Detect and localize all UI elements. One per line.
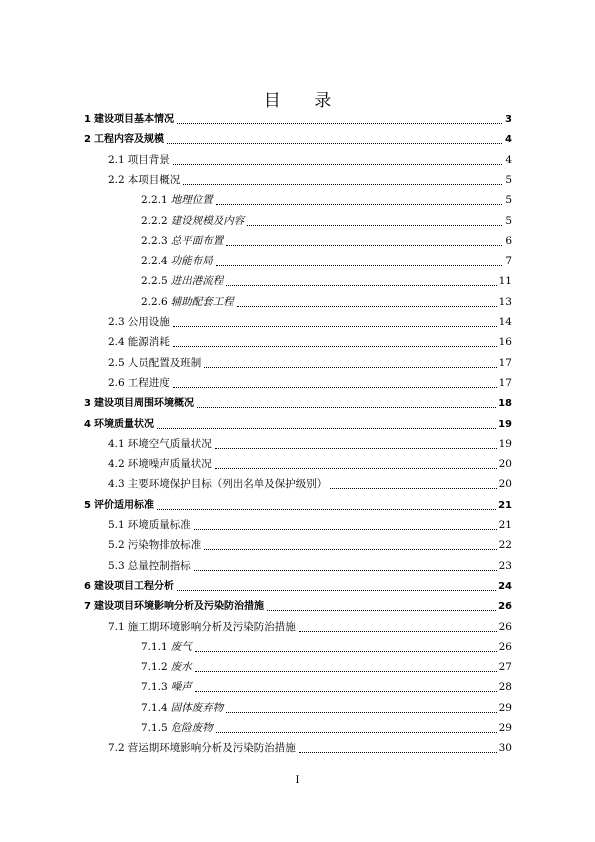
toc-dot-leader [194,560,497,571]
toc-entry-number: 2.6 [108,376,125,389]
toc-entry-title: 主要环境保护目标（列出名单及保护级别） [127,478,328,491]
toc-entry-number: 2.3 [108,316,125,328]
toc-dot-leader [330,478,496,489]
toc-dot-leader [195,681,497,692]
toc-entry-number: 2.2.4 [141,255,168,268]
toc-entry[interactable] [141,656,512,674]
toc-entry[interactable] [108,352,512,370]
toc-entry[interactable] [141,270,512,288]
toc-entry-page: 13 [498,295,512,308]
toc-entry[interactable] [108,149,512,167]
toc-entry-number: 7 [84,601,91,613]
toc-entry-number: 5.3 [108,559,125,572]
toc-entry[interactable] [141,697,512,715]
toc-entry-number: 2.2.3 [141,234,168,247]
toc-entry-page: 23 [498,559,512,572]
toc-entry[interactable] [84,494,512,512]
toc-dot-leader [267,600,496,611]
toc-dot-leader [247,215,502,226]
toc-entry-title: 环境噪声质量状况 [127,458,212,471]
toc-dot-leader [226,275,496,286]
toc-entry[interactable] [108,311,512,329]
toc-entry-title: 建设项目周围环境概况 [93,398,194,410]
toc-entry-title: 总平面布置 [170,234,224,247]
toc-entry-number: 2.4 [108,336,125,349]
toc-dot-leader [204,357,496,368]
toc-entry-number: 2.2.6 [141,295,168,308]
toc-entry-title: 人员配置及班制 [127,356,202,369]
toc-entry-page: 17 [498,356,512,369]
toc-entry-title: 营运期环境影响分析及污染防治措施 [127,742,296,755]
toc-dot-leader [226,235,502,246]
toc-entry-number: 4.2 [108,458,125,471]
toc-entry-number: 5.1 [108,519,125,531]
toc-entry[interactable] [84,575,512,593]
toc-dot-leader [204,539,496,550]
toc-dot-leader [195,641,497,652]
toc-entry-page: 29 [498,722,512,734]
toc-entry[interactable] [108,534,512,552]
toc-entry-page: 20 [498,458,512,471]
toc-dot-leader [183,174,502,185]
toc-dot-leader [167,133,502,144]
toc-entry-page: 28 [498,681,512,694]
toc-entry-title: 总量控制指标 [127,559,191,572]
toc-entry-page: 26 [498,640,512,653]
toc-entry-page: 17 [498,376,512,389]
toc-entry-number: 2.2.2 [141,214,168,227]
toc-entry-number: 4 [84,418,91,430]
toc-dot-leader [194,519,497,530]
toc-dot-leader [216,722,497,733]
toc-entry-title: 环境质量状况 [93,418,154,430]
toc-entry-page: 4 [505,153,512,166]
toc-entry-page: 5 [505,214,512,227]
toc-entry-page: 3 [505,114,512,125]
toc-entry-number: 7.1 [108,620,125,633]
toc-dot-leader [197,397,496,408]
toc-dot-leader [173,316,497,327]
toc-dot-leader [215,438,497,449]
toc-dot-leader [177,113,502,124]
toc-dot-leader [215,458,497,469]
toc-entry[interactable] [84,392,512,410]
toc-entry-number: 4.1 [108,437,125,450]
toc-entry-number: 2.2.1 [141,194,168,207]
toc-entry-page: 11 [498,275,512,288]
toc-entry-page: 26 [498,620,512,633]
toc-entry-number: 6 [84,580,91,592]
toc-entry-number: 7.1.1 [141,640,168,653]
toc-entry-title: 工程进度 [127,376,170,389]
toc-entry-title: 项目背景 [127,153,170,166]
toc-entry-title: 工程内容及规模 [93,134,164,146]
toc-entry-number: 7.2 [108,742,125,755]
toc-entry-number: 2.2.5 [141,275,168,288]
toc-entry-number: 7.1.4 [141,701,168,714]
toc-entry-page: 4 [505,134,512,146]
toc-entry-title: 能源消耗 [127,336,170,349]
toc-entry-title: 建设项目工程分析 [93,580,174,592]
toc-dot-leader [173,377,497,388]
toc-entry[interactable] [141,189,512,207]
toc-entry-page: 21 [498,499,512,511]
toc-entry-number: 2.2 [108,173,125,186]
toc-dot-leader [157,499,496,510]
toc-title: 目 录 [263,91,346,111]
toc-entry[interactable] [84,413,512,431]
toc-entry-page: 5 [505,194,512,207]
toc-dot-leader [177,580,496,591]
toc-entry[interactable] [84,108,512,126]
toc-entry-page: 16 [498,336,512,349]
toc-entry-page: 26 [498,601,512,613]
toc-entry-title: 辅助配套工程 [170,295,234,308]
toc-entry-title: 固体废弃物 [170,701,224,714]
toc-entry-title: 建设规模及内容 [170,214,245,227]
toc-entry[interactable] [141,210,512,228]
toc-entry-title: 噪声 [170,681,192,694]
toc-entry-number: 7.1.2 [141,661,168,674]
toc-entry-title: 危险废物 [170,722,213,734]
toc-entry[interactable] [141,636,512,654]
toc-dot-leader [216,255,502,266]
toc-entry-title: 本项目概况 [127,173,181,186]
toc-entry-page: 21 [498,519,512,531]
toc-dot-leader [299,621,497,632]
toc-entry-page: 24 [498,580,512,592]
toc-entry[interactable] [108,473,512,491]
toc-entry-page: 7 [505,255,512,268]
toc-dot-leader [226,702,496,713]
toc-entry[interactable] [141,676,512,694]
toc-dot-leader [237,296,497,307]
toc-entry-number: 2 [84,134,91,146]
toc-entry-title: 评价适用标准 [93,499,154,511]
toc-entry[interactable] [108,331,512,349]
toc-entry-number: 4.3 [108,478,125,491]
toc-entry-number: 3 [84,398,91,410]
toc-entry-title: 进出港流程 [170,275,224,288]
toc-entry-title: 功能布局 [170,255,213,268]
toc-entry-title: 建设项目基本情况 [93,114,174,125]
toc-dot-leader [216,194,502,205]
toc-dot-leader [195,661,497,672]
toc-entry-number: 7.1.3 [141,681,168,694]
toc-entry[interactable] [84,595,512,613]
toc-entry[interactable] [108,737,512,755]
toc-entry-page: 5 [505,173,512,186]
toc-entry-number: 7.1.5 [141,722,168,734]
toc-entry-page: 6 [505,234,512,247]
toc-entry-title: 施工期环境影响分析及污染防治措施 [127,620,296,633]
toc-entry[interactable] [108,433,512,451]
toc-entry-title: 污染物排放标准 [127,539,202,552]
toc-entry[interactable] [141,717,512,735]
toc-entry[interactable] [108,616,512,634]
toc-entry-title: 地理位置 [170,194,213,207]
toc-entry-number: 1 [84,114,91,125]
toc-entry-page: 19 [498,437,512,450]
toc-entry-page: 27 [498,661,512,674]
toc-entry-page: 14 [498,316,512,328]
toc-entry-number: 5.2 [108,539,125,552]
toc-entry-page: 20 [498,478,512,491]
toc-entry-page: 30 [498,742,512,755]
toc-dot-leader [173,154,502,165]
toc-entry-title: 环境质量标准 [127,519,191,531]
toc-entry-number: 2.1 [108,153,125,166]
toc-entry[interactable] [108,453,512,471]
toc-entry[interactable] [108,372,512,390]
toc-entry-page: 18 [498,398,512,410]
toc-dot-leader [299,742,497,753]
toc-entry[interactable] [141,291,512,309]
toc-entry-page: 29 [498,701,512,714]
toc-entry[interactable] [141,230,512,248]
toc-dot-leader [157,418,496,429]
toc-dot-leader [173,336,497,347]
toc-entry-number: 2.5 [108,356,125,369]
toc-entry[interactable] [84,128,512,146]
toc-entry-title: 废水 [170,661,192,674]
toc-entry[interactable] [108,555,512,573]
toc-entry-page: 19 [498,418,512,430]
toc-entry[interactable] [141,250,512,268]
toc-entry-number: 5 [84,499,91,511]
toc-entry[interactable] [108,514,512,532]
toc-entry-title: 环境空气质量状况 [127,437,212,450]
page-number: I [295,775,300,786]
toc-entry-page: 22 [498,539,512,552]
toc-entry-title: 公用设施 [127,316,170,328]
toc-entry[interactable] [108,169,512,187]
toc-entry-title: 建设项目环境影响分析及污染防治措施 [93,601,264,613]
toc-entry-title: 废气 [170,640,192,653]
